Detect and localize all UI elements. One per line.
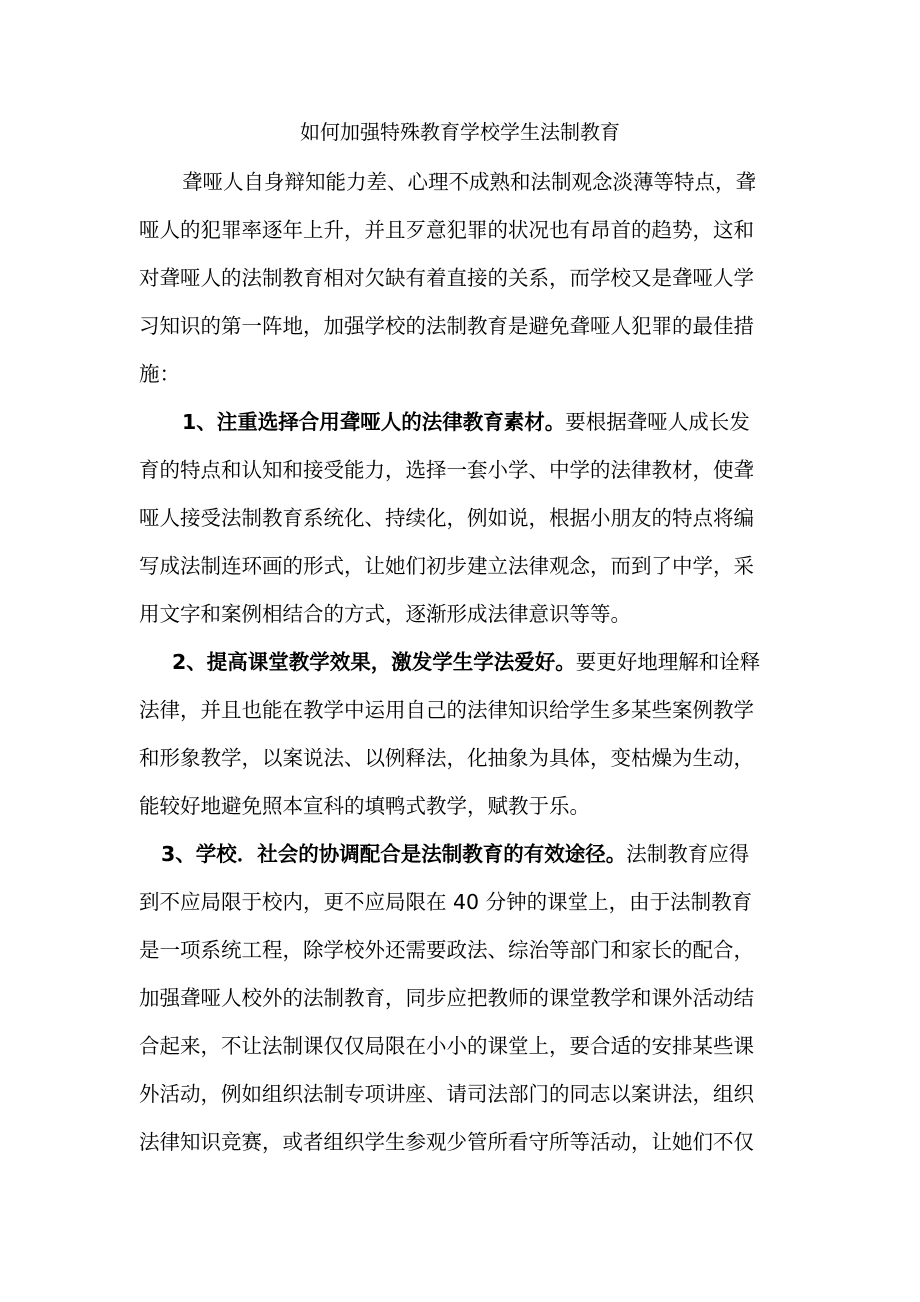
intro-line-4: 习知识的第一阵地，加强学校的法制教育是避免聋哑人犯罪的最佳措	[139, 314, 754, 338]
document-title: 如何加强特殊教育学校学生法制教育	[300, 120, 620, 144]
section1-line-1-rest: 要根据聋哑人成长发	[565, 410, 750, 434]
section2-line-4: 能较好地避免照本宣科的填鸭式教学，赋教于乐。	[139, 794, 590, 818]
intro-line-1: 聋哑人自身辩知能力差、心理不成熟和法制观念淡薄等特点，聋	[182, 170, 756, 194]
section2-line-1	[0, 646, 920, 678]
section2-heading: 2、提高课堂教学效果，激发学生学法爱好。	[172, 650, 576, 674]
intro-line-3: 对聋哑人的法制教育相对欠缺有着直接的关系，而学校又是聋哑人学	[139, 266, 754, 290]
section3-line-3: 是一项系统工程，除学校外还需要政法、综治等部门和家长的配合，	[139, 938, 754, 962]
section1-line-3: 哑人接受法制教育系统化、持续化，例如说，根据小朋友的特点将编	[139, 506, 754, 530]
section3-line-4: 加强聋哑人校外的法制教育，同步应把教师的课堂教学和课外活动结	[139, 986, 754, 1010]
section3-line-6: 外活动，例如组织法制专项讲座、请司法部门的同志以案讲法，组织	[139, 1082, 754, 1106]
section2-line-1-rest: 要更好地理解和诠释	[575, 650, 761, 674]
section3-line-1-rest: 法制教育应得	[626, 842, 750, 866]
intro-line-5: 施：	[139, 362, 180, 386]
section3-line-5: 合起来，不让法制课仅仅局限在小小的课堂上，要合适的安排某些课	[139, 1034, 754, 1058]
section2-line-3: 和形象教学，以案说法、以例释法，化抽象为具体，变枯燥为生动，	[139, 746, 754, 770]
section1-line-1	[0, 406, 920, 438]
section1-heading: 1、注重选择合用聋哑人的法律教育素材。	[182, 410, 566, 434]
section3-heading: 3、学校．社会的协调配合是法制教育的有效途径。	[161, 842, 627, 866]
intro-line-2: 哑人的犯罪率逐年上升，并且歹意犯罪的状况也有昂首的趋势，这和	[139, 218, 754, 242]
section3-line-1	[0, 838, 920, 870]
section1-line-5: 用文字和案例相结合的方式，逐渐形成法律意识等等。	[139, 602, 631, 626]
section3-line-7: 法律知识竞赛，或者组织学生参观少管所看守所等活动，让她们不仅	[139, 1130, 754, 1154]
section1-line-4: 写成法制连环画的形式，让她们初步建立法律观念，而到了中学，采	[139, 554, 754, 578]
section1-line-2: 育的特点和认知和接受能力，选择一套小学、中学的法律教材，使聋	[139, 458, 754, 482]
section3-line-2: 到不应局限于校内，更不应局限在 40 分钟的课堂上，由于法制教育	[139, 890, 753, 914]
section2-line-2: 法律，并且也能在教学中运用自己的法律知识给学生多某些案例教学	[139, 698, 754, 722]
